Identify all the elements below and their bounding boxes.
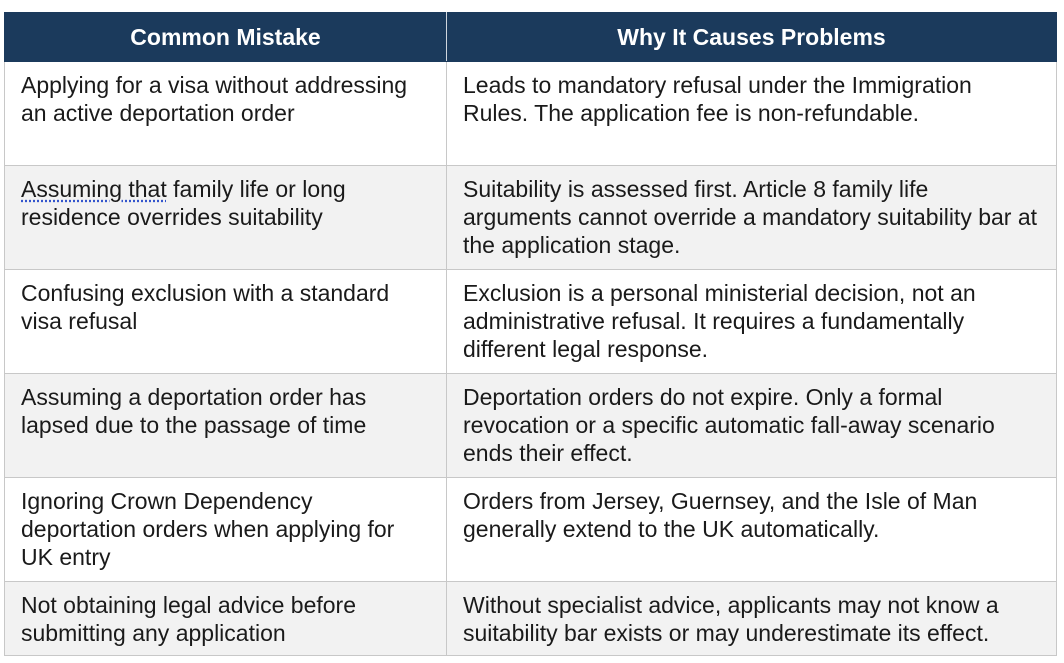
mistake-cell: Assuming a deportation order has lapsed due to the passage of time (5, 374, 447, 478)
table-row (5, 270, 1057, 374)
common-mistakes-table (4, 12, 1057, 656)
table-row (5, 582, 1057, 656)
mistake-cell-text: family life or long residence overrides suitability (21, 176, 346, 230)
problem-cell: Deportation orders do not expire. Only a formal revocation or a specific automatic fall-away scenario ends their effect. (447, 374, 1057, 478)
table-row (5, 478, 1057, 582)
header-why-problems: Why It Causes Problems (447, 13, 1057, 62)
table-row (5, 166, 1057, 270)
mistake-cell (5, 166, 447, 270)
mistake-cell: Not obtaining legal advice before submitting any application (5, 582, 447, 656)
table-header-row (5, 13, 1057, 62)
header-common-mistake: Common Mistake (5, 13, 447, 62)
spellcheck-underlined-text: Assuming that (21, 176, 167, 202)
table-row (5, 374, 1057, 478)
mistake-cell: Confusing exclusion with a standard visa refusal (5, 270, 447, 374)
problem-cell: Orders from Jersey, Guernsey, and the Isle of Man generally extend to the UK automatically. (447, 478, 1057, 582)
problem-cell: Exclusion is a personal ministerial decision, not an administrative refusal. It requires a fundamentally different legal response. (447, 270, 1057, 374)
mistake-cell: Applying for a visa without addressing an active deportation order (5, 62, 447, 166)
problem-cell: Without specialist advice, applicants may not know a suitability bar exists or may underestimate its effect. (447, 582, 1057, 656)
problem-cell: Suitability is assessed first. Article 8 family life arguments cannot override a mandatory suitability bar at the application stage. (447, 166, 1057, 270)
mistake-cell: Ignoring Crown Dependency deportation orders when applying for UK entry (5, 478, 447, 582)
mistakes-table-container (4, 12, 1056, 656)
problem-cell: Leads to mandatory refusal under the Immigration Rules. The application fee is non-refundable. (447, 62, 1057, 166)
table-row (5, 62, 1057, 166)
